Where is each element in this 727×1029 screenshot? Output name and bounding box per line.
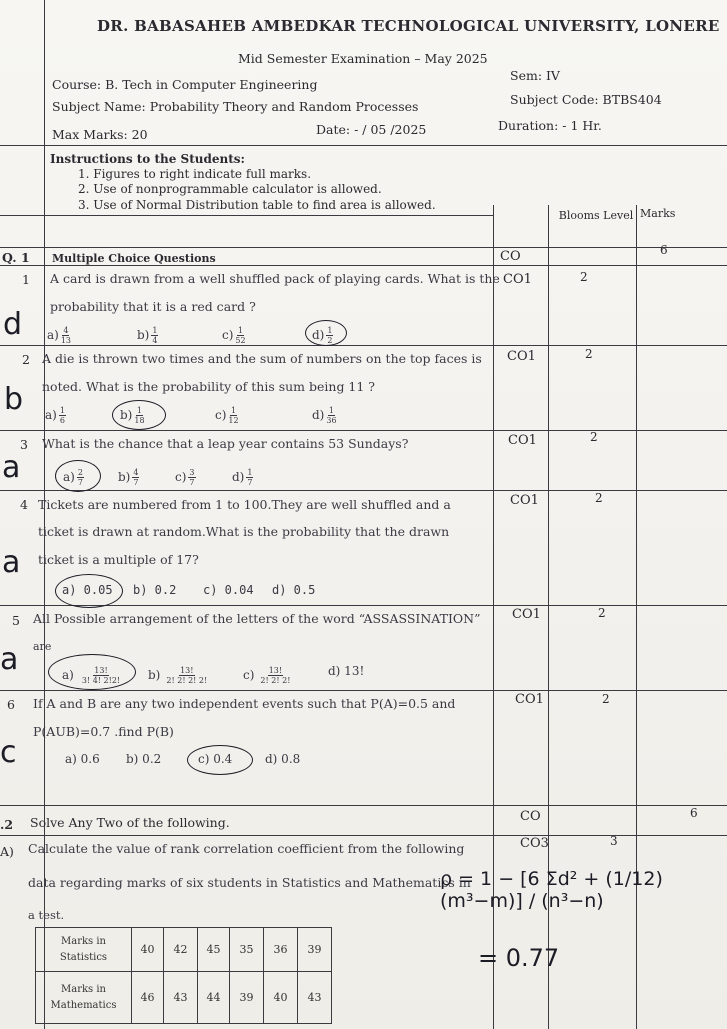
q1-5-co: CO1 xyxy=(512,607,541,622)
q1-3-answer-circle xyxy=(55,460,101,492)
math-cell-2: 43 xyxy=(164,972,198,1024)
q1-4-handwritten-answer: a xyxy=(2,545,21,580)
q1-1-answer-circle xyxy=(305,320,347,346)
max-marks: Max Marks: 20 xyxy=(52,127,148,142)
q1-3-option-a: a) $\frac{2}{7}$ xyxy=(63,468,83,487)
q1-6-text-line1: If A and B are any two independent events such that P(A)=0.5 and xyxy=(33,696,456,711)
q1-3-option-b: b) $\frac{4}{7}$ xyxy=(118,468,139,487)
stat-cell-2: 42 xyxy=(164,928,198,972)
q1-4-text-line3: ticket is a multiple of 17? xyxy=(38,552,199,567)
q1-1-co: CO1 xyxy=(503,272,532,287)
q2-a-text-line2: data regarding marks of six students in Statistics and Mathematics in xyxy=(28,875,471,890)
marks-header: Marks xyxy=(640,207,676,220)
row-divider-4 xyxy=(0,490,727,491)
math-cell-4: 39 xyxy=(230,972,264,1024)
q1-3-handwritten-answer: a xyxy=(2,450,21,485)
q1-2-option-b: b) $\frac{1}{18}$ xyxy=(120,406,145,425)
q1-6-handwritten-answer: c xyxy=(0,735,17,770)
handwritten-result: = 0.77 xyxy=(478,944,560,972)
q2-marks: 6 xyxy=(690,806,698,820)
q1-4-number: 4 xyxy=(20,497,28,512)
q1-3-level: 2 xyxy=(590,430,598,444)
q1-5-option-b: b) $\frac{13!}{2! 2! 2! 2!}$ xyxy=(148,666,208,685)
stat-cell-5: 36 xyxy=(264,928,298,972)
semester: Sem: IV xyxy=(510,68,560,83)
q1-1-level: 2 xyxy=(580,270,588,284)
q1-4-text-line1: Tickets are numbered from 1 to 100.They are well shuffled and a xyxy=(38,497,451,512)
stat-cell-6: 39 xyxy=(298,928,332,972)
q1-3-text: What is the chance that a leap year contains 53 Sundays? xyxy=(42,436,409,451)
q1-5-answer-circle xyxy=(48,654,136,690)
stat-cell-4: 35 xyxy=(230,928,264,972)
q1-2-co: CO1 xyxy=(507,349,536,364)
duration: Duration: - 1 Hr. xyxy=(498,118,602,133)
q1-6-option-d: d) 0.8 xyxy=(265,752,301,766)
q1-4-text-line2: ticket is drawn at random.What is the probability that the drawn xyxy=(38,524,450,539)
mathematics-label xyxy=(36,972,132,1024)
q1-5-text-line1: All Possible arrangement of the letters of the word “ASSASSINATION” xyxy=(33,611,481,626)
q1-4-level: 2 xyxy=(595,491,603,505)
marks-table xyxy=(35,927,332,1024)
instruction-2: 2. Use of nonprogrammable calculator is allowed. xyxy=(78,182,382,196)
q1-header-top xyxy=(0,247,727,248)
handwritten-formula: ρ = 1 − [6 Σd² + (1/12)(m³−m)] / (n³−n) xyxy=(440,868,663,912)
q1-2-option-c: c) $\frac{1}{12}$ xyxy=(215,406,239,425)
exam-date: Date: - / 05 /2025 xyxy=(316,122,427,137)
mathematics-label-line2: Mathematics xyxy=(50,999,117,1011)
q1-3-number: 3 xyxy=(20,437,28,452)
q1-4-option-d: d) 0.5 xyxy=(272,583,316,597)
math-cell-1: 46 xyxy=(132,972,164,1024)
q1-1-text-line1: A card is drawn from a well shuffled pack of playing cards. What is the xyxy=(50,271,500,286)
q1-1-number: 1 xyxy=(22,272,30,287)
q1-2-option-a: a) $\frac{1}{6}$ xyxy=(45,406,65,425)
q1-4-option-c: c) 0.04 xyxy=(203,583,254,597)
q1-6-option-c: c) 0.4 xyxy=(198,752,233,766)
q1-4-option-a: a) 0.05 xyxy=(62,583,113,597)
q1-5-text-line2: are xyxy=(33,640,52,653)
statistics-row xyxy=(36,928,332,972)
q2-label: .2 xyxy=(0,817,14,832)
statistics-label xyxy=(36,928,132,972)
q1-1-text-line2: probability that it is a red card ? xyxy=(50,299,256,314)
q2-a-text-line1: Calculate the value of rank correlation coefficient from the following xyxy=(28,841,465,856)
q1-5-handwritten-answer: a xyxy=(0,642,19,677)
q1-6-answer-circle xyxy=(187,745,253,775)
statistics-label-line2: Statistics xyxy=(59,951,108,963)
q1-6-text-line2: P(AUB)=0.7 .find P(B) xyxy=(33,724,174,739)
mathematics-row xyxy=(36,972,332,1024)
q1-5-option-d: d) 13! xyxy=(328,664,365,678)
q1-5-option-a: a) $\frac{13!}{3! 4! 2!2!}$ xyxy=(62,666,121,685)
q1-2-text-line2: noted. What is the probability of this sum being 11 ? xyxy=(42,379,376,394)
subject-code: Subject Code: BTBS404 xyxy=(510,92,662,107)
math-cell-6: 43 xyxy=(298,972,332,1024)
q1-6-option-a: a) 0.6 xyxy=(65,752,100,766)
q1-4-option-b: b) 0.2 xyxy=(133,583,177,597)
q1-2-answer-circle xyxy=(112,400,166,430)
instructions-divider xyxy=(0,215,493,216)
blooms-level-header: Blooms Level xyxy=(558,209,634,222)
instructions-heading: Instructions to the Students: xyxy=(50,152,245,166)
subject-name: Subject Name: Probability Theory and Random Processes xyxy=(52,99,419,114)
q1-2-option-d: d) $\frac{1}{36}$ xyxy=(312,406,337,425)
q1-2-number: 2 xyxy=(22,352,30,367)
q1-1-handwritten-answer: d xyxy=(3,307,23,342)
q1-title: Multiple Choice Questions xyxy=(52,252,216,265)
q1-6-level: 2 xyxy=(602,692,610,706)
stat-cell-1: 40 xyxy=(132,928,164,972)
stat-cell-3: 45 xyxy=(198,928,230,972)
q1-6-co: CO1 xyxy=(515,692,544,707)
q2-a-co: CO3 xyxy=(520,836,549,851)
q2-a-level: 3 xyxy=(610,834,618,848)
q1-1-option-b: b) $\frac{1}{4}$ xyxy=(137,326,158,345)
math-cell-3: 44 xyxy=(198,972,230,1024)
math-cell-5: 40 xyxy=(264,972,298,1024)
statistics-label-line1: Marks in xyxy=(61,935,106,947)
q1-label: Q. 1 xyxy=(2,250,30,265)
instruction-3: 3. Use of Normal Distribution table to find area is allowed. xyxy=(78,198,436,212)
q1-2-text-line1: A die is thrown two times and the sum of numbers on the top faces is xyxy=(42,351,482,366)
q1-4-answer-circle xyxy=(55,574,123,608)
q1-marks: 6 xyxy=(660,243,668,257)
q1-2-handwritten-answer: b xyxy=(4,382,24,417)
q1-3-co: CO1 xyxy=(508,433,537,448)
q1-3-option-c: c) $\frac{3}{7}$ xyxy=(175,468,195,487)
university-name: DR. BABASAHEB AMBEDKAR TECHNOLOGICAL UNIVERSITY, LONERE xyxy=(97,17,720,35)
q2-co-header: CO xyxy=(520,809,541,824)
q1-1-option-c: c) $\frac{1}{52}$ xyxy=(222,326,246,345)
q2-a-text-line3: a test. xyxy=(28,908,65,922)
q1-co-header: CO xyxy=(500,249,521,264)
row-divider-7 xyxy=(0,805,727,806)
q1-5-level: 2 xyxy=(598,606,606,620)
q1-5-number: 5 xyxy=(12,613,20,628)
q1-6-number: 6 xyxy=(7,697,15,712)
q1-1-option-d: d) $\frac{1}{2}$ xyxy=(312,326,333,345)
q2-a-label: A) xyxy=(0,844,14,859)
course: Course: B. Tech in Computer Engineering xyxy=(52,77,318,92)
q1-5-option-c: c) $\frac{13!}{2! 2! 2!}$ xyxy=(243,666,291,685)
mathematics-label-line1: Marks in xyxy=(61,983,106,995)
q1-3-option-d: d) $\frac{1}{7}$ xyxy=(232,468,253,487)
exam-title: Mid Semester Examination – May 2025 xyxy=(238,51,488,66)
header-divider xyxy=(0,145,727,146)
q2-title: Solve Any Two of the following. xyxy=(30,815,230,830)
q1-4-co: CO1 xyxy=(510,493,539,508)
q1-6-option-b: b) 0.2 xyxy=(126,752,162,766)
q1-1-option-a: a) $\frac{4}{13}$ xyxy=(47,326,72,345)
instruction-1: 1. Figures to right indicate full marks. xyxy=(78,167,312,181)
q1-2-level: 2 xyxy=(585,347,593,361)
